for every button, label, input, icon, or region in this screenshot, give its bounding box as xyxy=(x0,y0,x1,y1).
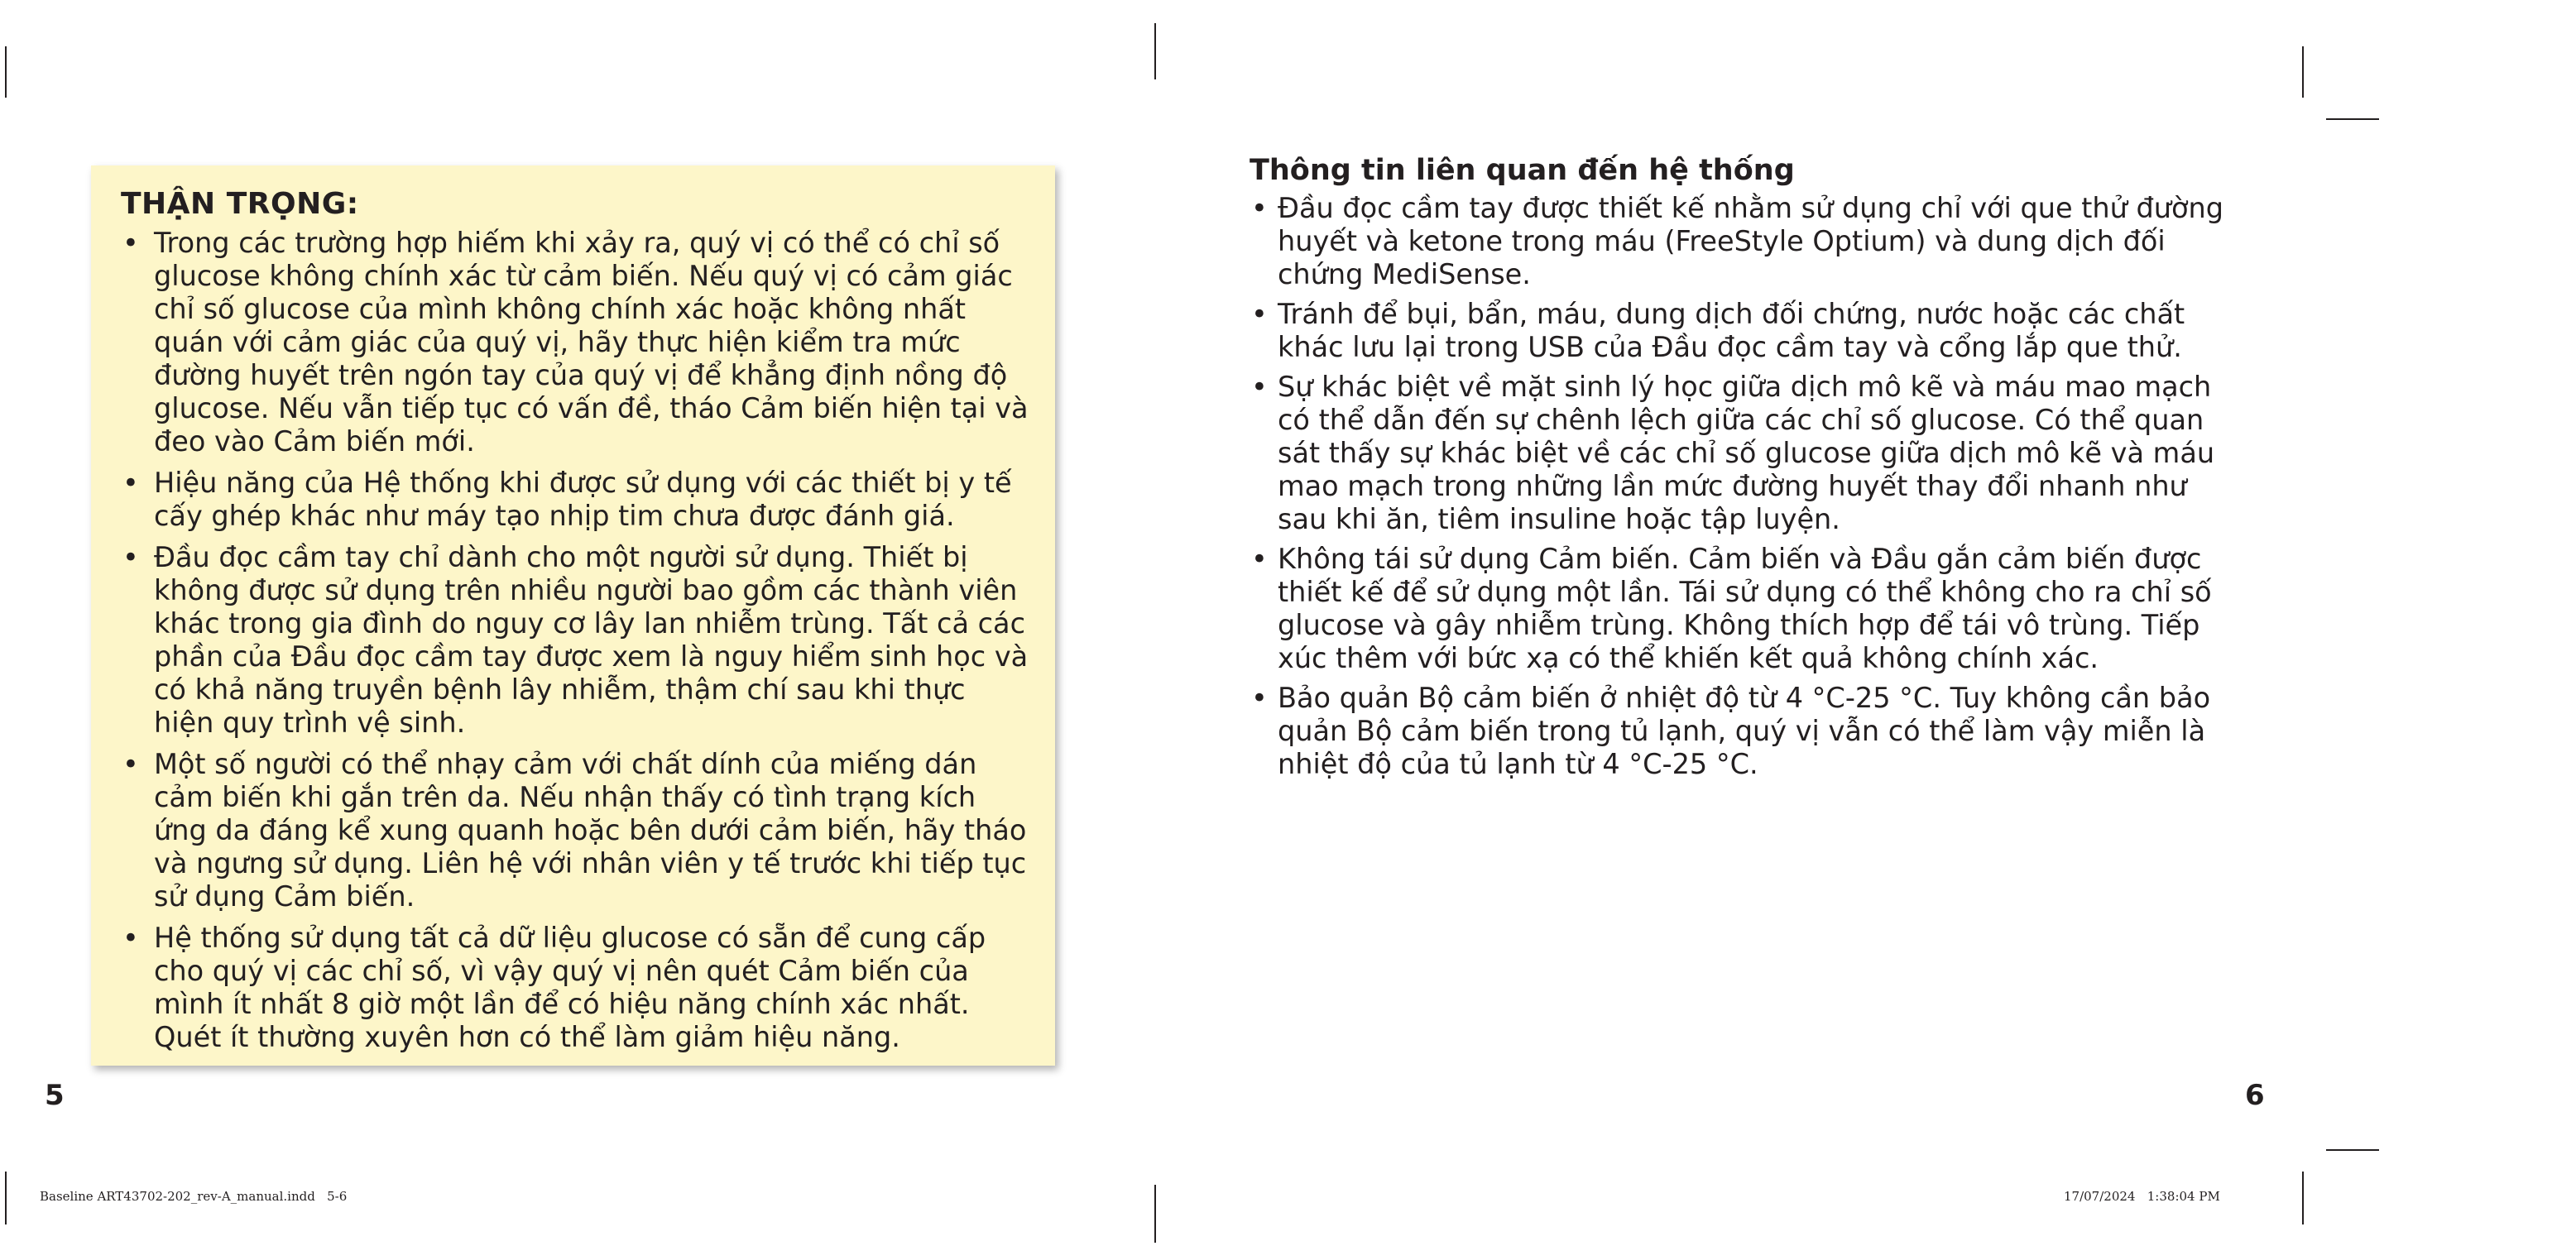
system-info-list xyxy=(1250,192,2234,781)
system-info-title: Thông tin liên quan đến hệ thống xyxy=(1250,154,1795,187)
slug-timestamp: 17/07/2024 1:38:04 PM xyxy=(2064,1189,2220,1204)
caution-item: • Hệ thống sử dụng tất cả dữ liệu glucose có sẵn để cung cấp cho quý vị các chỉ số, vì vậy quý vị nên quét Cảm biến của mình ít nhất 8 giờ một lần để có hiệu năng chính xác nhất. Quét ít thường xuyên hơn có thể làm giảm hiệu năng. xyxy=(121,922,1034,1054)
crop-mark-top-right-horizontal xyxy=(2326,118,2379,120)
crop-mark-top-center xyxy=(1154,23,1156,79)
system-info-item: • Bảo quản Bộ cảm biến ở nhiệt độ từ 4 °C-25 °C. Tuy không cần bảo quản Bộ cảm biến trong tủ lạnh, quý vị vẫn có thể làm vậy miễn là nhiệt độ của tủ lạnh từ 4 °C-25 °C. xyxy=(1250,682,2234,781)
crop-mark-top-right xyxy=(2302,46,2304,98)
crop-mark-bottom-right-horizontal xyxy=(2326,1149,2379,1151)
caution-title: THẬN TRỌNG: xyxy=(121,187,359,221)
crop-mark-bottom-right xyxy=(2302,1172,2304,1224)
crop-mark-bottom-left xyxy=(5,1172,7,1224)
caution-item: • Trong các trường hợp hiếm khi xảy ra, quý vị có thể có chỉ số glucose không chính xác từ cảm biến. Nếu quý vị có cảm giác chỉ số glucose của mình không chính xác hoặc không nhất quán với cảm giác của quý vị, hãy thực hiện kiểm tra mức đường huyết trên ngón tay của quý vị để khẳng định nồng độ glucose. Nếu vẫn tiếp tục có vấn đề, tháo Cảm biến hiện tại và đeo vào Cảm biến mới. xyxy=(121,227,1034,458)
system-info-section xyxy=(1250,152,2234,788)
page-number-left: 5 xyxy=(45,1079,65,1112)
system-info-item: • Tránh để bụi, bẩn, máu, dung dịch đối chứng, nước hoặc các chất khác lưu lại trong USB của Đầu đọc cầm tay và cổng lắp que thử. xyxy=(1250,298,2234,364)
slug-filename: Baseline ART43702-202_rev-A_manual.indd 5-6 xyxy=(40,1189,348,1204)
page-number-right: 6 xyxy=(2245,1079,2265,1112)
system-info-item: • Đầu đọc cầm tay được thiết kế nhằm sử dụng chỉ với que thử đường huyết và ketone trong máu (FreeStyle Optium) và dung dịch đối chứng MediSense. xyxy=(1250,192,2234,291)
caution-list xyxy=(121,227,1034,1054)
system-info-item: • Sự khác biệt về mặt sinh lý học giữa dịch mô kẽ và máu mao mạch có thể dẫn đến sự chênh lệch giữa các chỉ số glucose. Có thể quan sát thấy sự khác biệt về các chỉ số glucose giữa dịch mô kẽ và máu mao mạch trong những lần mức đường huyết thay đổi nhanh như sau khi ăn, tiêm insuline hoặc tập luyện. xyxy=(1250,371,2234,536)
crop-mark-top-left xyxy=(5,46,7,98)
caution-item: • Hiệu năng của Hệ thống khi được sử dụng với các thiết bị y tế cấy ghép khác như máy tạo nhịp tim chưa được đánh giá. xyxy=(121,467,1034,533)
crop-mark-bottom-center xyxy=(1154,1185,1156,1243)
caution-item: • Một số người có thể nhạy cảm với chất dính của miếng dán cảm biến khi gắn trên da. Nếu nhận thấy có tình trạng kích ứng da đáng kể xung quanh hoặc bên dưới cảm biến, hãy tháo và ngưng sử dụng. Liên hệ với nhân viên y tế trước khi tiếp tục sử dụng Cảm biến. xyxy=(121,748,1034,913)
system-info-item: • Không tái sử dụng Cảm biến. Cảm biến và Đầu gắn cảm biến được thiết kế để sử dụng một lần. Tái sử dụng có thể không cho ra chỉ số glucose và gây nhiễm trùng. Không thích hợp để tái vô trùng. Tiếp xúc thêm với bức xạ có thể khiến kết quả không chính xác. xyxy=(1250,543,2234,675)
caution-box xyxy=(91,165,1055,1066)
caution-item: • Đầu đọc cầm tay chỉ dành cho một người sử dụng. Thiết bị không được sử dụng trên nhiều người bao gồm các thành viên khác trong gia đình do nguy cơ lây lan nhiễm trùng. Tất cả các phần của Đầu đọc cầm tay được xem là nguy hiểm sinh học và có khả năng truyền bệnh lây nhiễm, thậm chí sau khi thực hiện quy trình vệ sinh. xyxy=(121,541,1034,740)
